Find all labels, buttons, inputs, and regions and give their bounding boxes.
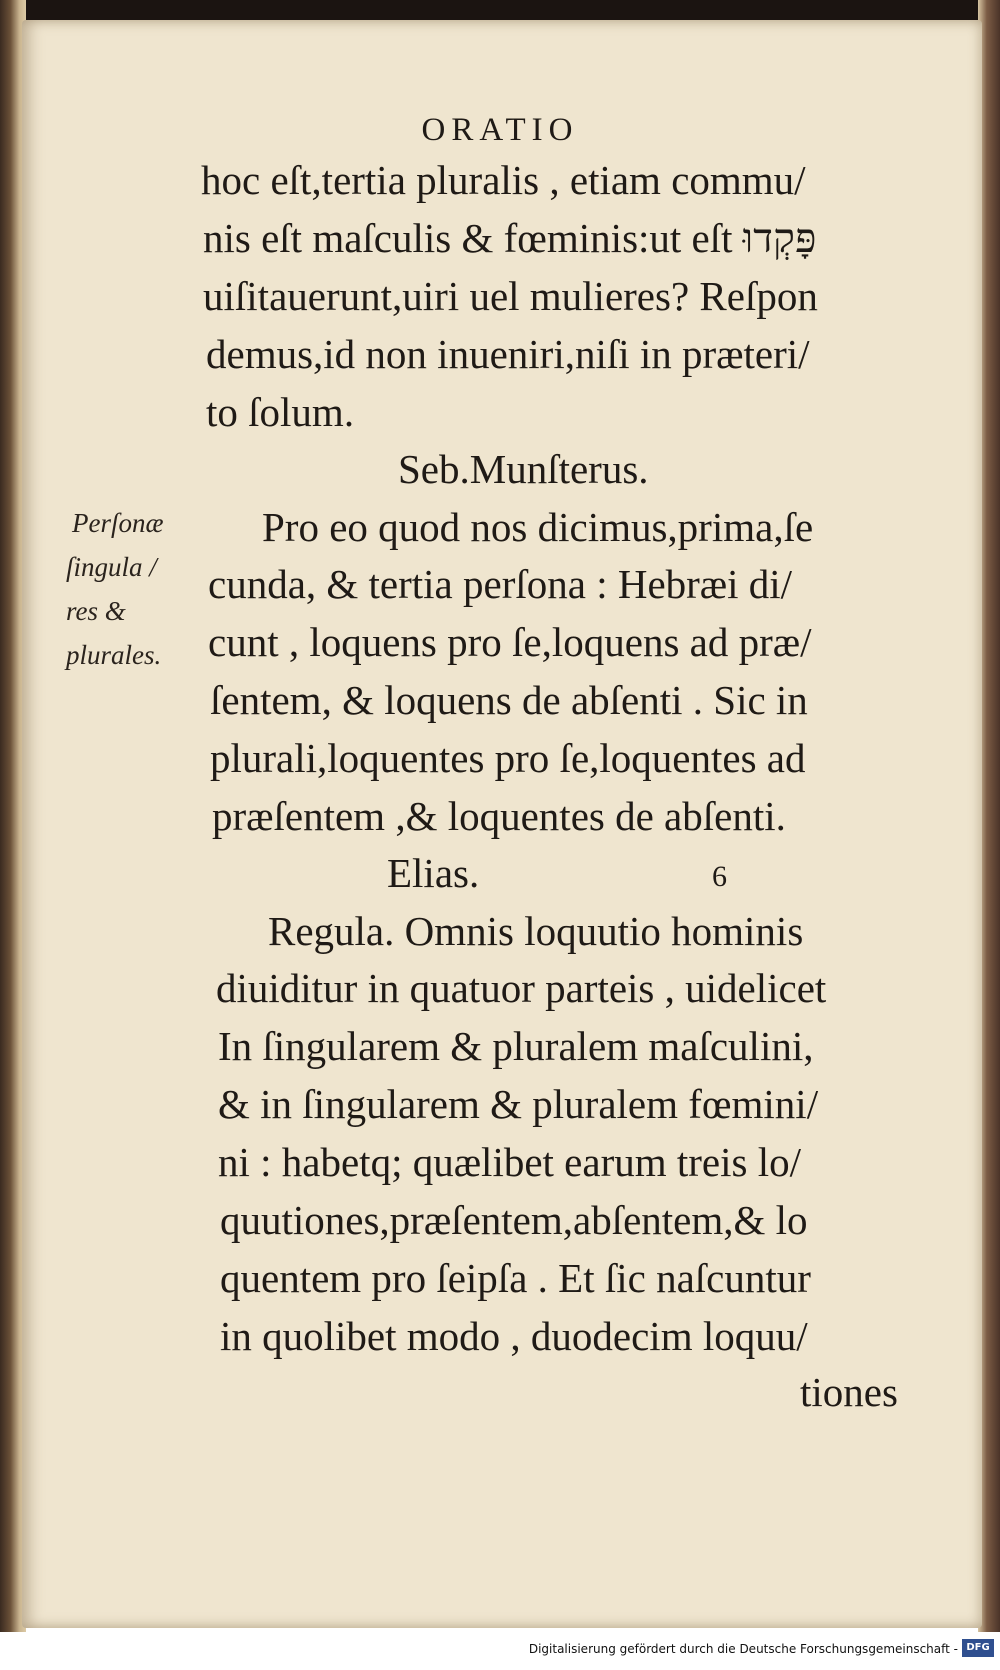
footer-bar: [0, 1632, 1000, 1670]
margin-note-line: Perſonæ: [72, 508, 164, 538]
text-line: quutiones,præſentem,abſentem,& lo: [220, 1197, 808, 1243]
section-heading: Elias.: [387, 850, 480, 896]
text-line: cunda, & tertia perſona : Hebræi di/: [208, 561, 793, 607]
text-line: In ſingularem & pluralem maſculini,: [218, 1023, 814, 1069]
text-line: demus,id non inueniri,niſi in præteri/: [206, 331, 810, 377]
digitization-credit: Digitalisierung gefördert durch die Deutsche Forschungsgemeinschaft -: [528, 1642, 958, 1656]
section-heading: Seb.Munſterus.: [398, 446, 649, 492]
catchword: tiones: [800, 1369, 898, 1415]
text-line: uiſitauerunt,uiri uel mulieres? Reſpon: [203, 273, 818, 319]
scan-top-border: [0, 0, 1000, 22]
text-line: quentem pro ſeipſa . Et ſic naſcuntur: [220, 1255, 811, 1301]
text-line: & in ſingularem & pluralem fœmini/: [218, 1081, 819, 1127]
text-line: nis eſt maſculis & fœminis:ut eſt פָּקְדוּ: [203, 215, 817, 261]
text-line: ni : habetq; quælibet earum treis lo/: [218, 1139, 801, 1185]
text-line: in quolibet modo , duodecim loquu/: [220, 1313, 808, 1359]
margin-note-line: ſingula /: [66, 552, 157, 582]
text-line: diuiditur in quatuor parteis , uidelicet: [216, 965, 827, 1011]
running-head: ORATIO: [421, 112, 579, 148]
text-line: to ſolum.: [206, 389, 355, 435]
text-line: plurali,loquentes pro ſe,loquentes ad: [210, 735, 806, 781]
text-line: Pro eo quod nos dicimus,prima,ſe: [262, 504, 814, 550]
text-line: Regula. Omnis loquutio hominis: [268, 908, 804, 954]
text-line: hoc eſt,tertia pluralis , etiam commu/: [201, 157, 806, 203]
dfg-logo: DFG: [962, 1639, 994, 1657]
text-line: cunt , loquens pro ſe,loquens ad præ/: [208, 619, 812, 665]
text-line: præſentem ,& loquentes de abſenti.: [212, 793, 786, 839]
section-number: 6: [712, 860, 727, 893]
text-line: ſentem, & loquens de abſenti . Sic in: [210, 677, 808, 723]
margin-note-line: res &: [66, 596, 126, 626]
margin-note-line: plurales.: [66, 640, 162, 670]
